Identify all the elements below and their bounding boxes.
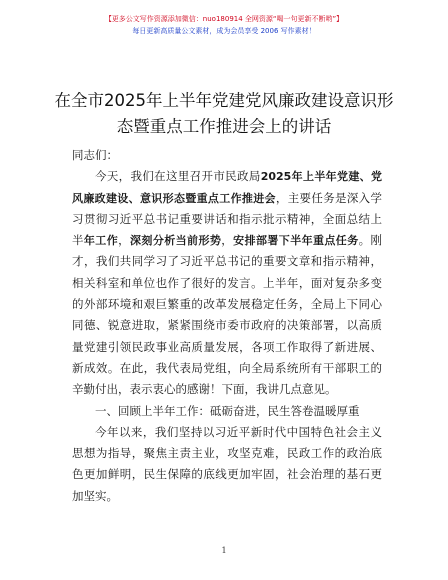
intro-text-2: ，主要任务是深入学习贯彻习近平总书记重要讲话和指示批示精神，全面总结上半	[72, 190, 383, 248]
promo-banner	[0, 13, 448, 37]
intro-bold-summary: 年工作	[83, 234, 119, 248]
paragraph-intro	[72, 166, 382, 400]
promo-banner-line-1: 【更多公文写作资源添加微信：nuo180914 全网资源“喝一句更新不断哟”】	[104, 15, 344, 23]
section-heading: 一、回顾上半年工作：砥砺奋进，民生答卷温暖厚重	[95, 403, 360, 418]
page-number: 1	[221, 546, 227, 555]
salutation: 同志们：	[72, 148, 118, 162]
intro-bold-analysis: 深刻分析当前形势	[130, 234, 222, 248]
intro-bold-tasks: 安排部署下半年重点任务	[233, 234, 359, 248]
promo-banner-line-2: 每日更新高质量公文素材，成为会员享受 2006 写作素材！	[132, 27, 316, 35]
intro-text-1: 今天，我们在这里召开市民政局	[95, 169, 261, 184]
document-title: 在全市2025年上半年党建党风廉政建设意识形态暨重点工作推进会上的讲话	[54, 91, 394, 136]
intro-text-4: ，	[221, 233, 234, 248]
intro-bold-meeting: 2025年上半年党建、党风廉政建设、意识形态暨重点工作推进会	[72, 170, 382, 205]
document-body	[72, 145, 382, 507]
intro-text-5: 。刚才，我们共同学习了习近平总书记的重要文章和指示精神，相关科室和单位也作了很好的发言。上半年，面对复杂多变的外部环境和艰巨繁重的改革发展稳定任务，全局上下同心同德、锐意进取，紧紧围绕市委市政府的决策部署，以高质量党建引领民政事业高质量发展，各项工作取得了新进展、新成效。在此，我代表局党组，向全局系统所有干部职工的辛勤付出，表示衷心的感谢！下面，我讲几点意见。	[72, 233, 383, 397]
paragraph-review: 今年以来，我们坚持以习近平新时代中国特色社会主义思想为指导，聚焦主责主业，攻坚克难，民政工作的政治底色更加鲜明，民生保障的底线更加牢固，社会治理的基石更加坚实。	[72, 424, 382, 503]
intro-text-3: ，	[118, 233, 131, 248]
